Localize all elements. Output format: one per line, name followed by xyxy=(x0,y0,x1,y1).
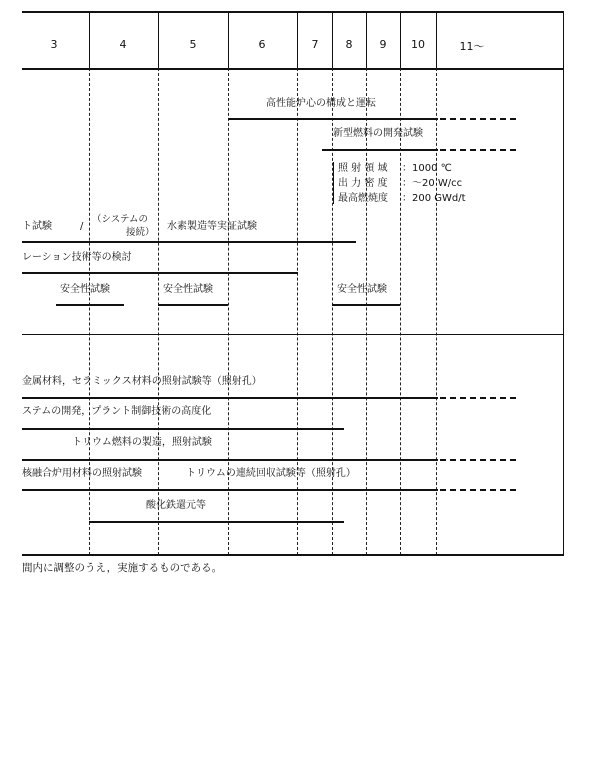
bar-new-fuel-ext xyxy=(440,149,516,151)
task-tritium-recovery: トリウムの連続回収試験等（照射孔） xyxy=(186,468,356,479)
column-header: 3 xyxy=(50,38,58,51)
cond-val: ：200 GWd/t xyxy=(402,193,466,204)
header-bottom-border xyxy=(22,68,564,70)
bracket-left xyxy=(333,162,336,204)
task-system-connect: （システムの xyxy=(92,214,149,225)
column-header: 7 xyxy=(311,38,319,51)
cond-val: ：1000 ℃ xyxy=(402,163,452,174)
task-simulation: レーション技術等の検討 xyxy=(22,252,132,263)
header-divider xyxy=(332,11,333,68)
column-header: 8 xyxy=(345,38,353,51)
cond-key: 照 射 領 域 xyxy=(338,163,388,174)
task-safety-3: 安全性試験 xyxy=(337,284,387,295)
grid-dash xyxy=(158,68,159,555)
bar-simulation xyxy=(22,272,298,274)
bar-core-design-ext xyxy=(440,118,516,120)
task-test-left: ト試験 xyxy=(22,221,52,232)
grid-dash xyxy=(366,68,367,555)
header-divider xyxy=(158,11,159,68)
column-header: 5 xyxy=(189,38,197,51)
footnote: 間内に調整のうえ，実施するものである。 xyxy=(22,562,223,574)
bar-tritium-fuel xyxy=(22,459,438,461)
bar-core-design xyxy=(228,118,438,120)
header-divider xyxy=(400,11,401,68)
bar-safety-1 xyxy=(56,304,124,306)
column-header: 10 xyxy=(411,38,425,51)
task-new-fuel: 新型燃料の開発試験 xyxy=(333,128,423,139)
task-fusion-materials: 核融合炉用材料の照射試験 xyxy=(22,468,142,479)
header-divider xyxy=(89,11,90,68)
grid-dash xyxy=(436,68,437,555)
grid-dash xyxy=(228,68,229,555)
bar-new-fuel xyxy=(322,149,438,151)
section-separator xyxy=(22,334,564,335)
bar-safety-2 xyxy=(158,304,228,306)
header-divider xyxy=(228,11,229,68)
bar-iron-oxide xyxy=(89,521,344,523)
task-hydrogen: 水素製造等実証試験 xyxy=(167,221,257,232)
bar-system-dev xyxy=(22,428,344,430)
task-safety-2: 安全性試験 xyxy=(163,284,213,295)
table-bottom-border xyxy=(22,554,564,556)
header-divider xyxy=(297,11,298,68)
bar-hydrogen xyxy=(22,241,356,243)
column-header: 11～ xyxy=(459,40,485,53)
header-divider xyxy=(366,11,367,68)
slash-mark: / xyxy=(80,221,84,232)
column-header: 4 xyxy=(119,38,127,51)
task-system-dev: ステムの開発，プラント制御技術の高度化 xyxy=(22,406,212,417)
grid-dash xyxy=(89,68,90,555)
grid-dash xyxy=(332,68,333,555)
bar-fusion-materials-ext xyxy=(440,489,516,491)
grid-dash xyxy=(297,68,298,555)
bar-safety-3 xyxy=(332,304,400,306)
header-divider xyxy=(436,11,437,68)
task-system-connect: 接続） xyxy=(126,227,155,238)
bar-fusion-materials xyxy=(22,489,438,491)
table-right-border xyxy=(563,11,564,555)
column-header: 9 xyxy=(379,38,387,51)
task-core-design: 高性能炉心の構成と運転 xyxy=(266,98,376,109)
column-header: 6 xyxy=(258,38,266,51)
task-iron-oxide: 酸化鉄還元等 xyxy=(146,500,206,511)
table-top-border xyxy=(22,11,564,13)
task-tritium-fuel: トリウム燃料の製造，照射試験 xyxy=(72,437,212,448)
bar-metal-materials-ext xyxy=(440,397,516,399)
cond-val: ：～20 W/cc xyxy=(402,178,463,189)
cond-key: 最高燃焼度 xyxy=(338,193,388,204)
grid-dash xyxy=(400,68,401,555)
task-safety-1: 安全性試験 xyxy=(60,284,110,295)
bar-metal-materials xyxy=(22,397,438,399)
cond-key: 出 力 密 度 xyxy=(338,178,388,189)
task-metal-materials: 金属材料，セラミックス材料の照射試験等（照射孔） xyxy=(22,376,262,387)
bar-tritium-fuel-ext xyxy=(440,459,516,461)
